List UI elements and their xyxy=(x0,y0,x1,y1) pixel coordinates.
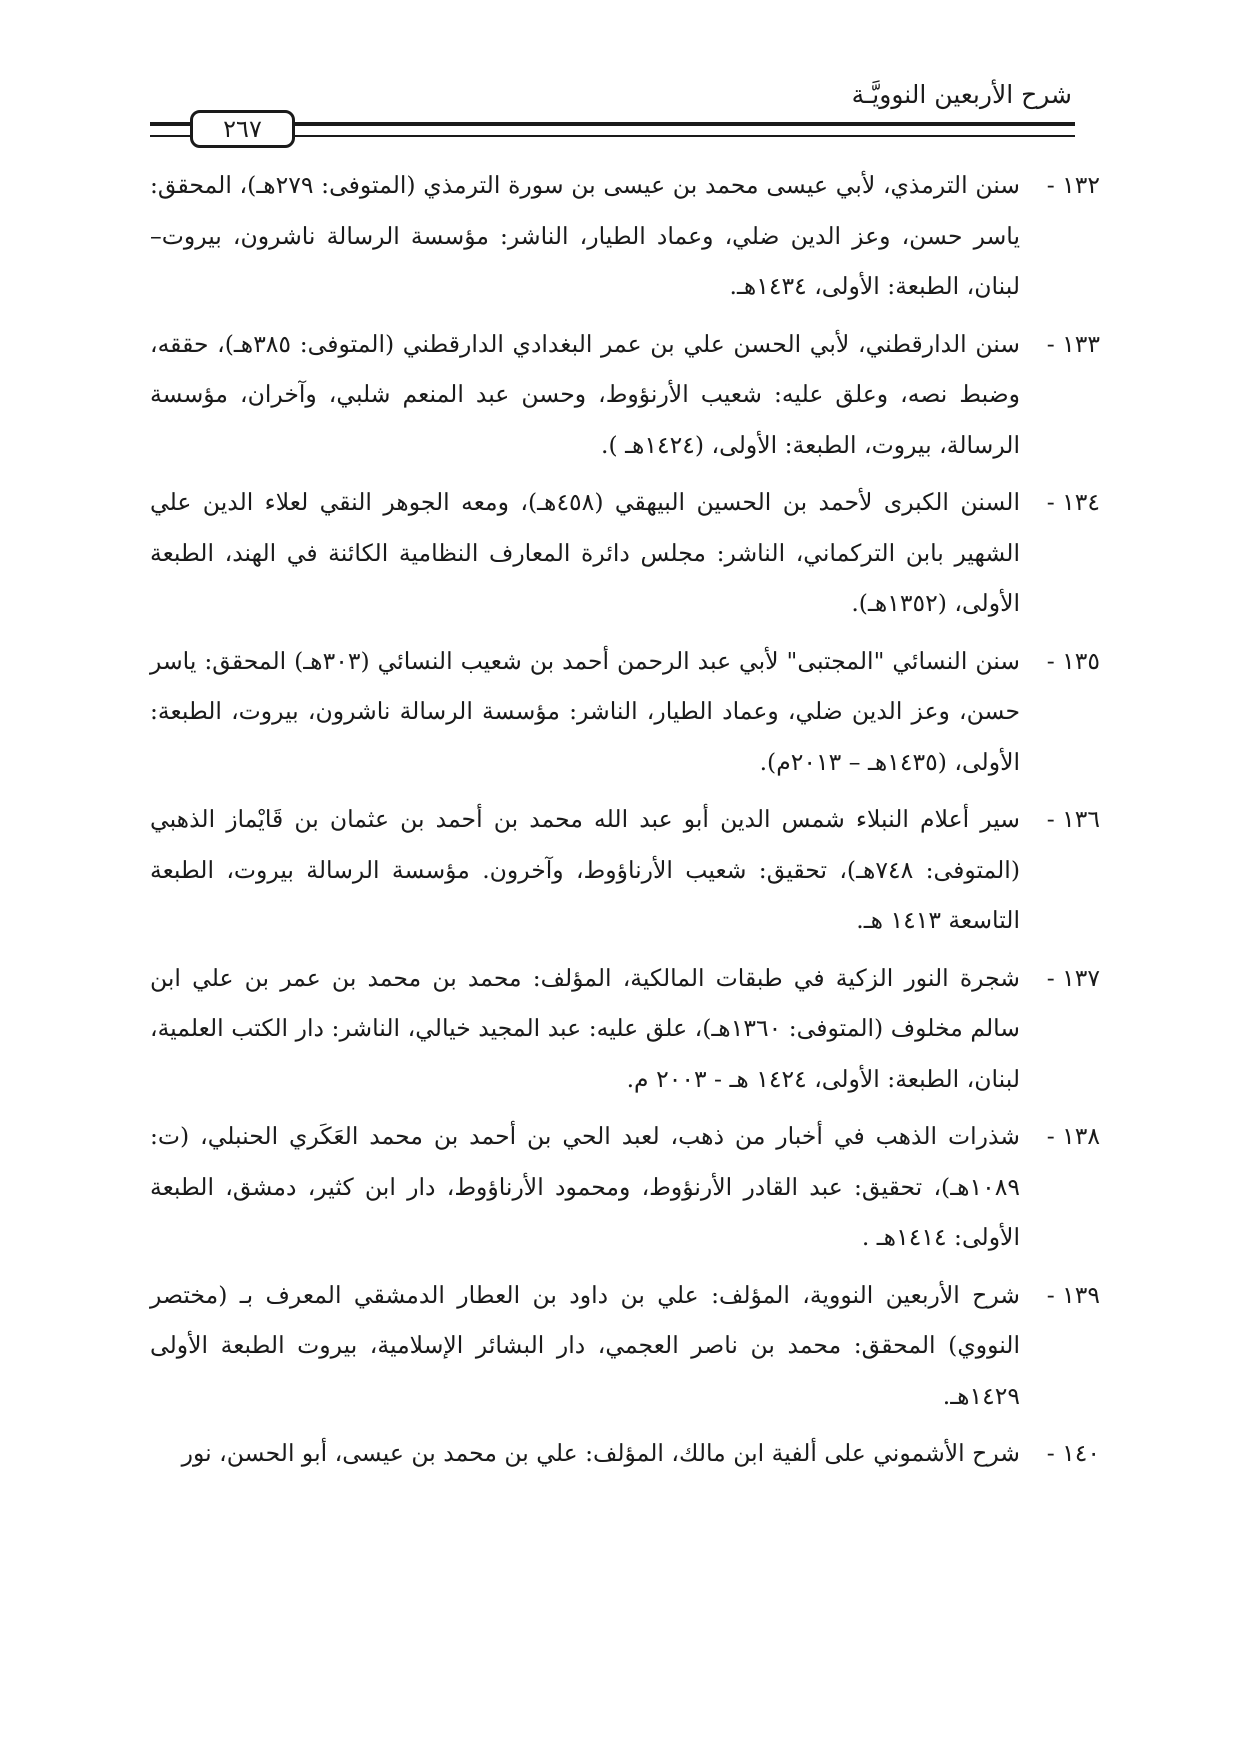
reference-number: ١٣٧ - xyxy=(1046,963,1100,992)
running-header-title: شرح الأربعين النوويَّـة xyxy=(851,80,1072,109)
reference-text: سنن الترمذي، لأبي عيسى محمد بن عيسى بن سورة الترمذي (المتوفى: ٢٧٩هـ)، المحقق: ياسر حسن، وعز الدين ضلي، وعماد الطيار، الناشر: مؤسسة الرسالة ناشرون، بيروت– لبنان، الطبعة: الأولى، ١٤٣٤هـ. xyxy=(150,171,1020,300)
reference-text: السنن الكبرى لأحمد بن الحسين البيهقي (٤٥٨هـ)، ومعه الجوهر النقي لعلاء الدين علي الشهير بابن التركماني، الناشر: مجلس دائرة المعارف النظامية الكائنة في الهند، الطبعة الأولى، (١٣٥٢هـ). xyxy=(150,488,1020,617)
reference-text: سنن النسائي "المجتبى" لأبي عبد الرحمن أحمد بن شعيب النسائي (٣٠٣هـ) المحقق: ياسر حسن، وعز الدين ضلي، وعماد الطيار، الناشر: مؤسسة الرسالة ناشرون، بيروت، الطبعة: الأولى، (١٤٣٥هـ – ٢٠١٣م). xyxy=(150,646,1020,776)
reference-text: شرح الأشموني على ألفية ابن مالك، المؤلف: علي بن محمد بن عيسى، أبو الحسن، نور xyxy=(181,1439,1020,1467)
references-list xyxy=(150,160,1100,1486)
reference-entry xyxy=(150,794,1100,946)
reference-number: ١٣٤ - xyxy=(1046,488,1100,516)
reference-entry xyxy=(150,160,1100,312)
reference-number: ١٣٣ - xyxy=(1046,329,1100,358)
reference-text: شرح الأربعين النووية، المؤلف: علي بن داود بن العطار الدمشقي المعرف بـ (مختصر النووي) المحقق: محمد بن ناصر العجمي، دار البشائر الإسلامية، بيروت الطبعة الأولى ١٤٢٩هـ. xyxy=(150,1280,1020,1410)
reference-entry xyxy=(150,1270,1100,1422)
reference-number: ١٤٠ - xyxy=(1046,1439,1100,1467)
reference-entry xyxy=(150,1428,1100,1479)
reference-number: ١٣٥ - xyxy=(1046,646,1100,675)
reference-entry xyxy=(150,477,1100,629)
reference-number: ١٣٨ - xyxy=(1046,1122,1100,1150)
page-number: ٢٦٧ xyxy=(190,110,295,148)
reference-text: شذرات الذهب في أخبار من ذهب، لعبد الحي بن أحمد بن محمد العَكَري الحنبلي، (ت: ١٠٨٩هـ)، تحقيق: عبد القادر الأرنؤوط، ومحمود الأرناؤوط، دار ابن كثير، دمشق، الطبعة الأولى: ١٤١٤هـ . xyxy=(150,1122,1020,1251)
reference-text: شجرة النور الزكية في طبقات المالكية، المؤلف: محمد بن محمد بن عمر بن علي ابن سالم مخلوف (المتوفى: ١٣٦٠هـ)، علق عليه: عبد المجيد خيالي، الناشر: دار الكتب العلمية، لبنان، الطبعة: الأولى، ١٤٢٤ هـ - ٢٠٠٣ م. xyxy=(150,963,1020,1093)
reference-text: سير أعلام النبلاء شمس الدين أبو عبد الله محمد بن أحمد بن عثمان بن قَايْماز الذهبي (المتوفى: ٧٤٨هـ)، تحقيق: شعيب الأرناؤوط، وآخرون. مؤسسة الرسالة بيروت، الطبعة التاسعة ١٤١٣ هـ. xyxy=(150,805,1020,934)
reference-entry xyxy=(150,953,1100,1105)
reference-number: ١٣٦ - xyxy=(1046,805,1100,833)
reference-number: ١٣٢ - xyxy=(1046,171,1100,199)
reference-entry xyxy=(150,636,1100,788)
reference-entry xyxy=(150,1111,1100,1263)
reference-number: ١٣٩ - xyxy=(1046,1280,1100,1309)
reference-text: سنن الدارقطني، لأبي الحسن علي بن عمر البغدادي الدارقطني (المتوفى: ٣٨٥هـ)، حققه، وضبط نصه، وعلق عليه: شعيب الأرنؤوط، وحسن عبد المنعم شلبي، وآخران، مؤسسة الرسالة، بيروت، الطبعة: الأولى، (١٤٢٤هـ ). xyxy=(150,329,1020,459)
reference-entry xyxy=(150,319,1100,471)
